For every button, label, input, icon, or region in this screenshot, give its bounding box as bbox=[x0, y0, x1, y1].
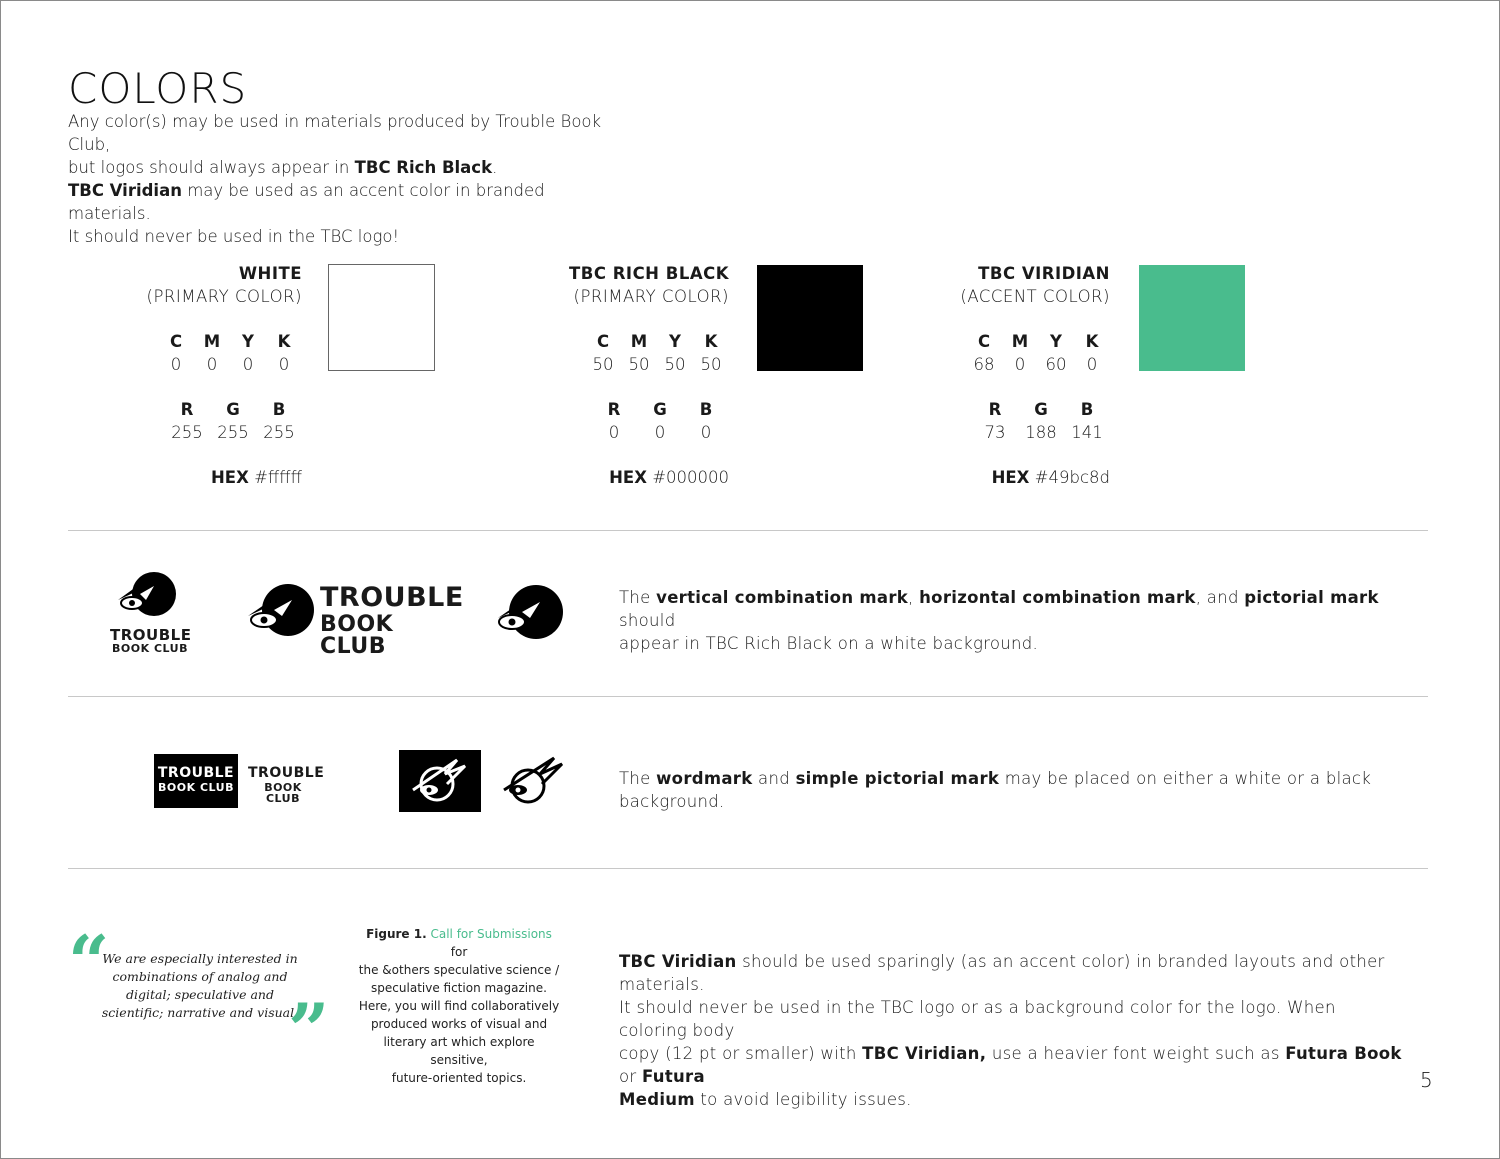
swatch-rich-black bbox=[429, 262, 729, 502]
logo-word-trouble: TROUBLE bbox=[320, 582, 464, 613]
cmyk-labels: C M Y K bbox=[169, 332, 291, 351]
vertical-combination-mark bbox=[110, 570, 190, 660]
marks-description: The vertical combination mark, horizontal combination mark, and pictorial mark should appear in TBC Rich Black on a white background. bbox=[619, 588, 1379, 653]
intro-line-1: Any color(s) may be used in materials produced by Trouble Book Club, bbox=[68, 112, 602, 154]
hex-value: HEX #49bc8d bbox=[991, 468, 1110, 487]
swatch-box-viridian bbox=[1139, 265, 1245, 371]
swatch-viridian bbox=[810, 262, 1110, 502]
logo-word-book-club: BOOK CLUB bbox=[264, 781, 302, 805]
cmyk-values: 68 0 60 0 bbox=[973, 355, 1098, 374]
divider bbox=[68, 868, 1428, 869]
intro-line-2: but logos should always appear in TBC Rich Black. bbox=[68, 158, 498, 177]
swatch-type: (ACCENT COLOR) bbox=[960, 287, 1110, 306]
swatch-type: (PRIMARY COLOR) bbox=[573, 287, 729, 306]
logo-word-trouble: TROUBLE bbox=[157, 765, 235, 781]
open-quote-mark: “ bbox=[68, 919, 110, 1004]
hex-value: HEX #ffffff bbox=[211, 468, 302, 487]
page-number: 5 bbox=[1420, 1068, 1433, 1092]
wordmark-on-white bbox=[248, 754, 325, 808]
logo-word-book-club: BOOK CLUB bbox=[320, 612, 394, 659]
swatch-name: TBC VIRIDIAN bbox=[978, 264, 1110, 283]
hex-value: HEX #000000 bbox=[609, 468, 729, 487]
rgb-values: 73 188 141 bbox=[984, 423, 1103, 442]
intro-text bbox=[68, 110, 628, 248]
swatch-white bbox=[2, 262, 302, 502]
pull-quote: We are especially interested in combinations of analog and digital; speculative and scientific; narrative and visual. bbox=[101, 951, 299, 1020]
rgb-labels: R G B bbox=[607, 400, 713, 419]
cmyk-labels: C M Y K bbox=[977, 332, 1099, 351]
figure-caption: Figure 1. Call for Submissions for the &others speculative science / speculative fiction magazine. Here, you will find collaboratively produced works of visual and literary art which explore sensitive, future-oriented topics. bbox=[358, 927, 560, 1085]
comet-eye-icon bbox=[246, 582, 318, 642]
rgb-labels: R G B bbox=[988, 400, 1094, 419]
wordmark-description: The wordmark and simple pictorial mark may be placed on either a white or a black background. bbox=[619, 769, 1372, 811]
wordmark-on-black bbox=[154, 754, 238, 808]
horizontal-combination-mark bbox=[246, 580, 464, 659]
cmyk-values: 0 0 0 0 bbox=[170, 355, 290, 374]
simple-pictorial-mark-on-black bbox=[399, 750, 481, 812]
swatch-box-white bbox=[328, 264, 435, 371]
divider bbox=[68, 696, 1428, 697]
comet-eye-outline-icon bbox=[399, 750, 481, 812]
intro-line-4: It should never be used in the TBC logo! bbox=[68, 227, 400, 246]
simple-pictorial-mark-on-white bbox=[494, 752, 570, 810]
viridian-usage-description: TBC Viridian should be used sparingly (as an accent color) in branded layouts and other materials. It should never be used in the TBC logo or as a background color for the logo. When coloring body copy (12 pt or smaller) with TBC Viridian, use a heavier font weight such as Futura Book or Futura Medium to avoid legibility issues. bbox=[619, 952, 1402, 1109]
pictorial-mark bbox=[496, 582, 568, 642]
logo-word-book-club: BOOK CLUB bbox=[112, 642, 188, 655]
swatch-name: TBC RICH BLACK bbox=[569, 264, 729, 283]
logo-word-trouble: TROUBLE bbox=[248, 765, 325, 781]
comet-eye-icon bbox=[110, 570, 190, 626]
rgb-values: 0 0 0 bbox=[608, 423, 712, 442]
swatch-type: (PRIMARY COLOR) bbox=[146, 287, 302, 306]
divider bbox=[68, 530, 1428, 531]
call-for-submissions-link[interactable]: Call for Submissions bbox=[430, 927, 552, 941]
page-title: COLORS bbox=[68, 64, 248, 113]
rgb-values: 255 255 255 bbox=[171, 423, 295, 442]
cmyk-values: 50 50 50 50 bbox=[592, 355, 722, 374]
close-quote-mark: ” bbox=[288, 987, 330, 1072]
rgb-labels: R G B bbox=[180, 400, 286, 419]
swatch-name: WHITE bbox=[238, 264, 302, 283]
intro-line-3: TBC Viridian may be used as an accent color in branded materials. bbox=[68, 181, 545, 223]
logo-word-book-club: BOOK CLUB bbox=[158, 781, 234, 794]
logo-word-trouble: TROUBLE bbox=[110, 626, 192, 644]
cmyk-labels: C M Y K bbox=[596, 332, 718, 351]
